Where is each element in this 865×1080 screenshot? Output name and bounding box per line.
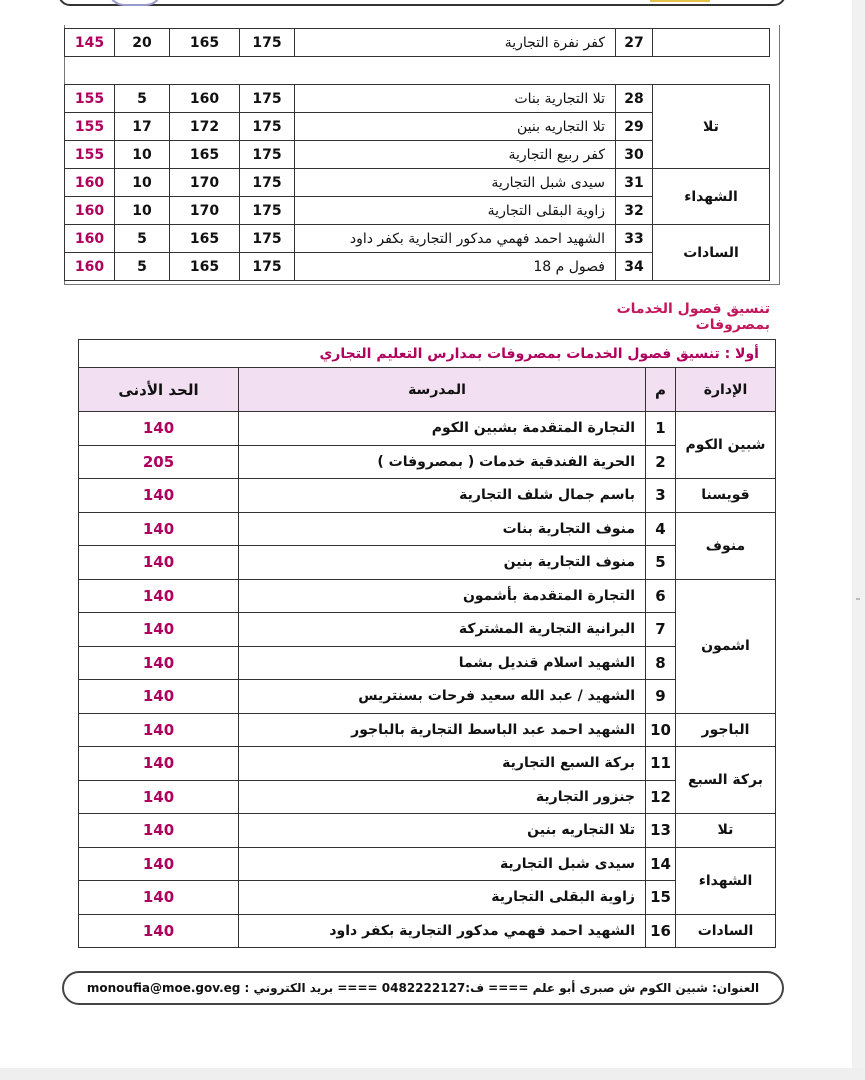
value-cell: 170 (170, 197, 240, 225)
table-row (79, 479, 776, 513)
school-name: الشهيد اسلام قنديل بشما (239, 646, 646, 680)
value-cell: 175 (240, 29, 295, 57)
school-name: زاوية البقلى التجارية (295, 197, 616, 225)
row-number: 8 (646, 646, 676, 680)
school-name: تلا التجاريه بنين (295, 113, 616, 141)
admin-cell: اشمون (676, 579, 776, 713)
admin-cell: تلا (676, 814, 776, 848)
admin-cell (653, 29, 770, 57)
value-cell: 5 (115, 225, 170, 253)
min-score: 140 (79, 881, 239, 915)
school-name: فصول م 18 (295, 253, 616, 281)
value-cell: 5 (115, 85, 170, 113)
school-name: سيدى شبل التجارية (239, 847, 646, 881)
min-score: 140 (79, 479, 239, 513)
value-cell: 170 (170, 169, 240, 197)
school-name: جنزور التجارية (239, 780, 646, 814)
min-score: 140 (79, 412, 239, 446)
value-cell: 175 (240, 169, 295, 197)
value-cell: 175 (240, 85, 295, 113)
row-number: 3 (646, 479, 676, 513)
table-header (79, 368, 776, 412)
section-title: تنسيق فصول الخدمات بمصروفات (616, 301, 770, 333)
table-row (79, 914, 776, 948)
min-score: 140 (79, 914, 239, 948)
value-cell: 172 (170, 113, 240, 141)
table-row (79, 747, 776, 781)
row-number: 34 (616, 253, 653, 281)
page-edge (852, 0, 865, 1080)
value-cell: 175 (240, 141, 295, 169)
school-name: منوف التجارية بنين (239, 546, 646, 580)
table-row (79, 512, 776, 546)
row-number: 9 (646, 680, 676, 714)
min-score: 155 (65, 113, 115, 141)
row-number: 2 (646, 445, 676, 479)
table-row (79, 847, 776, 881)
min-score: 140 (79, 646, 239, 680)
min-score: 155 (65, 85, 115, 113)
value-cell: 175 (240, 225, 295, 253)
table-row (65, 225, 770, 253)
footer-contact: العنوان: شبين الكوم ش صبرى أبو علم ==== ف:0482222127 ==== بريد الكتروني : monoufia@moe.gov.eg (62, 971, 784, 1005)
row-number: 10 (646, 713, 676, 747)
row-number: 5 (646, 546, 676, 580)
table-row (79, 613, 776, 647)
value-cell: 160 (170, 85, 240, 113)
table-row (65, 85, 770, 113)
school-name: كفر ربيع التجارية (295, 141, 616, 169)
header-number: م (646, 368, 676, 412)
school-name: تلا التجاريه بنين (239, 814, 646, 848)
value-cell: 10 (115, 141, 170, 169)
value-cell: 165 (170, 253, 240, 281)
min-score: 140 (79, 814, 239, 848)
school-name: بركة السبع التجارية (239, 747, 646, 781)
school-name: التجارة المتقدمة بأشمون (239, 579, 646, 613)
school-name: البرانية التجارية المشتركة (239, 613, 646, 647)
admin-cell: بركة السبع (676, 747, 776, 814)
table-row (79, 713, 776, 747)
school-name: كفر نفرة التجارية (295, 29, 616, 57)
table-row (79, 814, 776, 848)
admin-cell: السادات (676, 914, 776, 948)
min-score: 140 (79, 747, 239, 781)
row-number: 15 (646, 881, 676, 915)
admin-cell: السادات (653, 225, 770, 281)
school-name: تلا التجارية بنات (295, 85, 616, 113)
min-score: 155 (65, 141, 115, 169)
school-name: الحرية الفندقية خدمات ( بمصروفات ) (239, 445, 646, 479)
row-number: 16 (646, 914, 676, 948)
min-score: 160 (65, 253, 115, 281)
row-number: 29 (616, 113, 653, 141)
value-cell: 10 (115, 197, 170, 225)
school-name: باسم جمال شلف التجارية (239, 479, 646, 513)
school-name: الشهيد احمد فهمي مدكور التجارية بكفر داود (295, 225, 616, 253)
fold-mark (856, 598, 860, 600)
min-score: 140 (79, 713, 239, 747)
admission-table-top (64, 28, 770, 57)
min-score: 140 (79, 780, 239, 814)
services-table (78, 339, 776, 948)
table-caption: أولا : تنسيق فصول الخدمات بمصروفات بمدارس التعليم التجاري (79, 340, 776, 368)
value-cell: 10 (115, 169, 170, 197)
min-score: 160 (65, 197, 115, 225)
table-row (79, 546, 776, 580)
value-cell: 165 (170, 225, 240, 253)
table-row (65, 169, 770, 197)
min-score: 140 (79, 680, 239, 714)
min-score: 140 (79, 546, 239, 580)
school-name: منوف التجارية بنات (239, 512, 646, 546)
min-score: 140 (79, 613, 239, 647)
admin-cell: الشهداء (676, 847, 776, 914)
row-number: 6 (646, 579, 676, 613)
row-number: 1 (646, 412, 676, 446)
table-row (79, 646, 776, 680)
row-number: 14 (646, 847, 676, 881)
value-cell: 20 (115, 29, 170, 57)
admin-cell: شبين الكوم (676, 412, 776, 479)
table-row (79, 881, 776, 915)
table-row (79, 579, 776, 613)
admin-cell: قويسنا (676, 479, 776, 513)
admin-cell: منوف (676, 512, 776, 579)
header-min: الحد الأدنى (79, 368, 239, 412)
admin-cell: الباجور (676, 713, 776, 747)
table-row (79, 780, 776, 814)
school-name: الشهيد احمد فهمي مدكور التجارية بكفر داود (239, 914, 646, 948)
row-number: 13 (646, 814, 676, 848)
bottom-strip (0, 1068, 865, 1080)
row-number: 32 (616, 197, 653, 225)
value-cell: 175 (240, 253, 295, 281)
min-score: 140 (79, 847, 239, 881)
min-score: 160 (65, 169, 115, 197)
header-school: المدرسة (239, 368, 646, 412)
school-name: التجارة المتقدمة بشبين الكوم (239, 412, 646, 446)
value-cell: 17 (115, 113, 170, 141)
min-score: 140 (79, 579, 239, 613)
admission-table (64, 84, 770, 281)
header-accent (650, 0, 710, 2)
row-number: 30 (616, 141, 653, 169)
min-score: 140 (79, 512, 239, 546)
row-number: 4 (646, 512, 676, 546)
min-score: 145 (65, 29, 115, 57)
school-name: سيدى شبل التجارية (295, 169, 616, 197)
school-name: الشهيد / عبد الله سعيد فرحات بسنتريس (239, 680, 646, 714)
value-cell: 175 (240, 113, 295, 141)
value-cell: 5 (115, 253, 170, 281)
row-number: 7 (646, 613, 676, 647)
min-score: 205 (79, 445, 239, 479)
row-number: 27 (616, 29, 653, 57)
row-number: 28 (616, 85, 653, 113)
row-number: 11 (646, 747, 676, 781)
table-row (79, 445, 776, 479)
school-name: زاوية البقلى التجارية (239, 881, 646, 915)
school-name: الشهيد احمد عبد الباسط التجارية بالباجور (239, 713, 646, 747)
value-cell: 175 (240, 197, 295, 225)
row-number: 33 (616, 225, 653, 253)
value-cell: 165 (170, 141, 240, 169)
value-cell: 165 (170, 29, 240, 57)
admin-cell: تلا (653, 85, 770, 169)
header-admin: الإدارة (676, 368, 776, 412)
admin-cell: الشهداء (653, 169, 770, 225)
row-number: 31 (616, 169, 653, 197)
table-row (79, 680, 776, 714)
table-row (79, 412, 776, 446)
table-row (65, 29, 770, 57)
row-number: 12 (646, 780, 676, 814)
min-score: 160 (65, 225, 115, 253)
